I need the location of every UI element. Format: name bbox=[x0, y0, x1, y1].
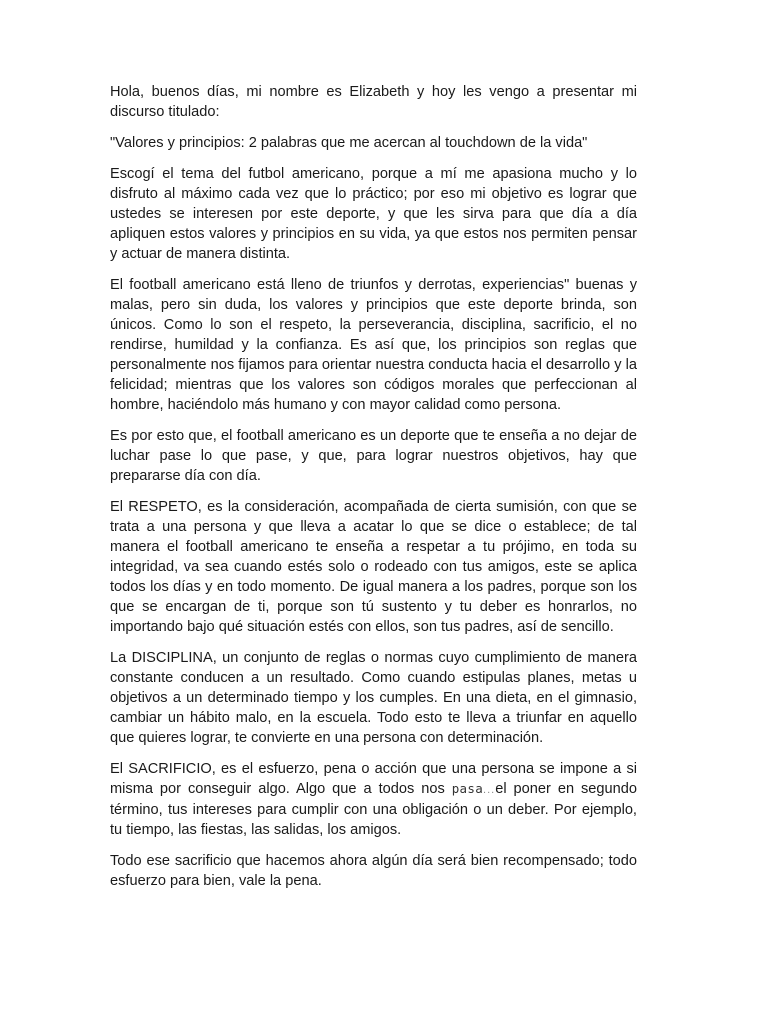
paragraph-respeto: El RESPETO, es la consideración, acompañada de cierta sumisión, con que se trata a una persona y que lleva a acatar lo que se dice o establece; de tal manera el football americano te enseña a respetar a tu prójimo, en toda su integridad, va sea cuando estés solo o rodeado con tus amigos, este se aplica todos los días y en todo momento. De igual manera a los padres, porque son los que se encargan de ti, porque son tú sustento y tu deber es honrarlos, no importando bajo qué situación estés con ellos, son tus padres, así de sencillo. bbox=[110, 499, 637, 635]
sacrificio-mono-word: pasa bbox=[451, 781, 484, 796]
paragraph-topic-choice: Escogí el tema del futbol americano, porque a mí me apasiona mucho y lo disfruto al máximo cada vez que lo práctico; por eso mi objetivo es lograr que ustedes se interesen por este deporte, y que les sirva para que día a día apliquen estos valores y principios en su vida, ya que estos nos permiten pensar y actuar de manera distinta. bbox=[110, 166, 637, 262]
sacrificio-text-before: El SACRIFICIO, es el esfuerzo, pena o acción que una persona se impone a si misma por conseguir algo. Algo que a todos nos bbox=[110, 761, 637, 797]
sacrificio-ellipsis: ... bbox=[483, 784, 496, 796]
paragraph-greeting: Hola, buenos días, mi nombre es Elizabeth y hoy les vengo a presentar mi discurso titulado: bbox=[110, 84, 637, 120]
sacrificio-text-after: el poner en segundo término, tus intereses para cumplir con una obligación o un deber. Por ejemplo, tu tiempo, las fiestas, las salidas, los amigos. bbox=[110, 781, 638, 838]
paragraph-disciplina: La DISCIPLINA, un conjunto de reglas o normas cuyo cumplimiento de manera constante conducen a un resultado. Como cuando estipulas planes, metas u objetivos a un determinado tiempo y los cumples. En una dieta, en el gimnasio, cambiar un hábito malo, en la escuela. Todo esto te lleva a triunfar en aquello que quieres lograr, te convierte en una persona con determinación. bbox=[110, 650, 637, 746]
paragraph-never-give-up: Es por esto que, el football americano es un deporte que te enseña a no dejar de luchar pase lo que pase, y que, para lograr nuestros objetivos, hay que prepararse día con día. bbox=[110, 428, 637, 484]
paragraph-sacrificio bbox=[110, 759, 637, 840]
document-page bbox=[110, 82, 637, 891]
paragraph-values-principles: El football americano está lleno de triunfos y derrotas, experiencias" buenas y malas, pero sin duda, los valores y principios que este deporte brinda, son únicos. Como lo son el respeto, la perseverancia, disciplina, sacrificio, el no rendirse, humildad y la confianza. Es así que, los principios son reglas que personalmente nos fijamos para orientar nuestra conducta hacia el desarrollo y la felicidad; mientras que los valores son códigos morales que perfeccionan al hombre, haciéndolo más humano y con mayor calidad como persona. bbox=[110, 277, 637, 413]
paragraph-closing: Todo ese sacrificio que hacemos ahora algún día será bien recompensado; todo esfuerzo para bien, vale la pena. bbox=[110, 853, 637, 889]
paragraph-speech-title: "Valores y principios: 2 palabras que me acercan al touchdown de la vida" bbox=[110, 135, 588, 151]
